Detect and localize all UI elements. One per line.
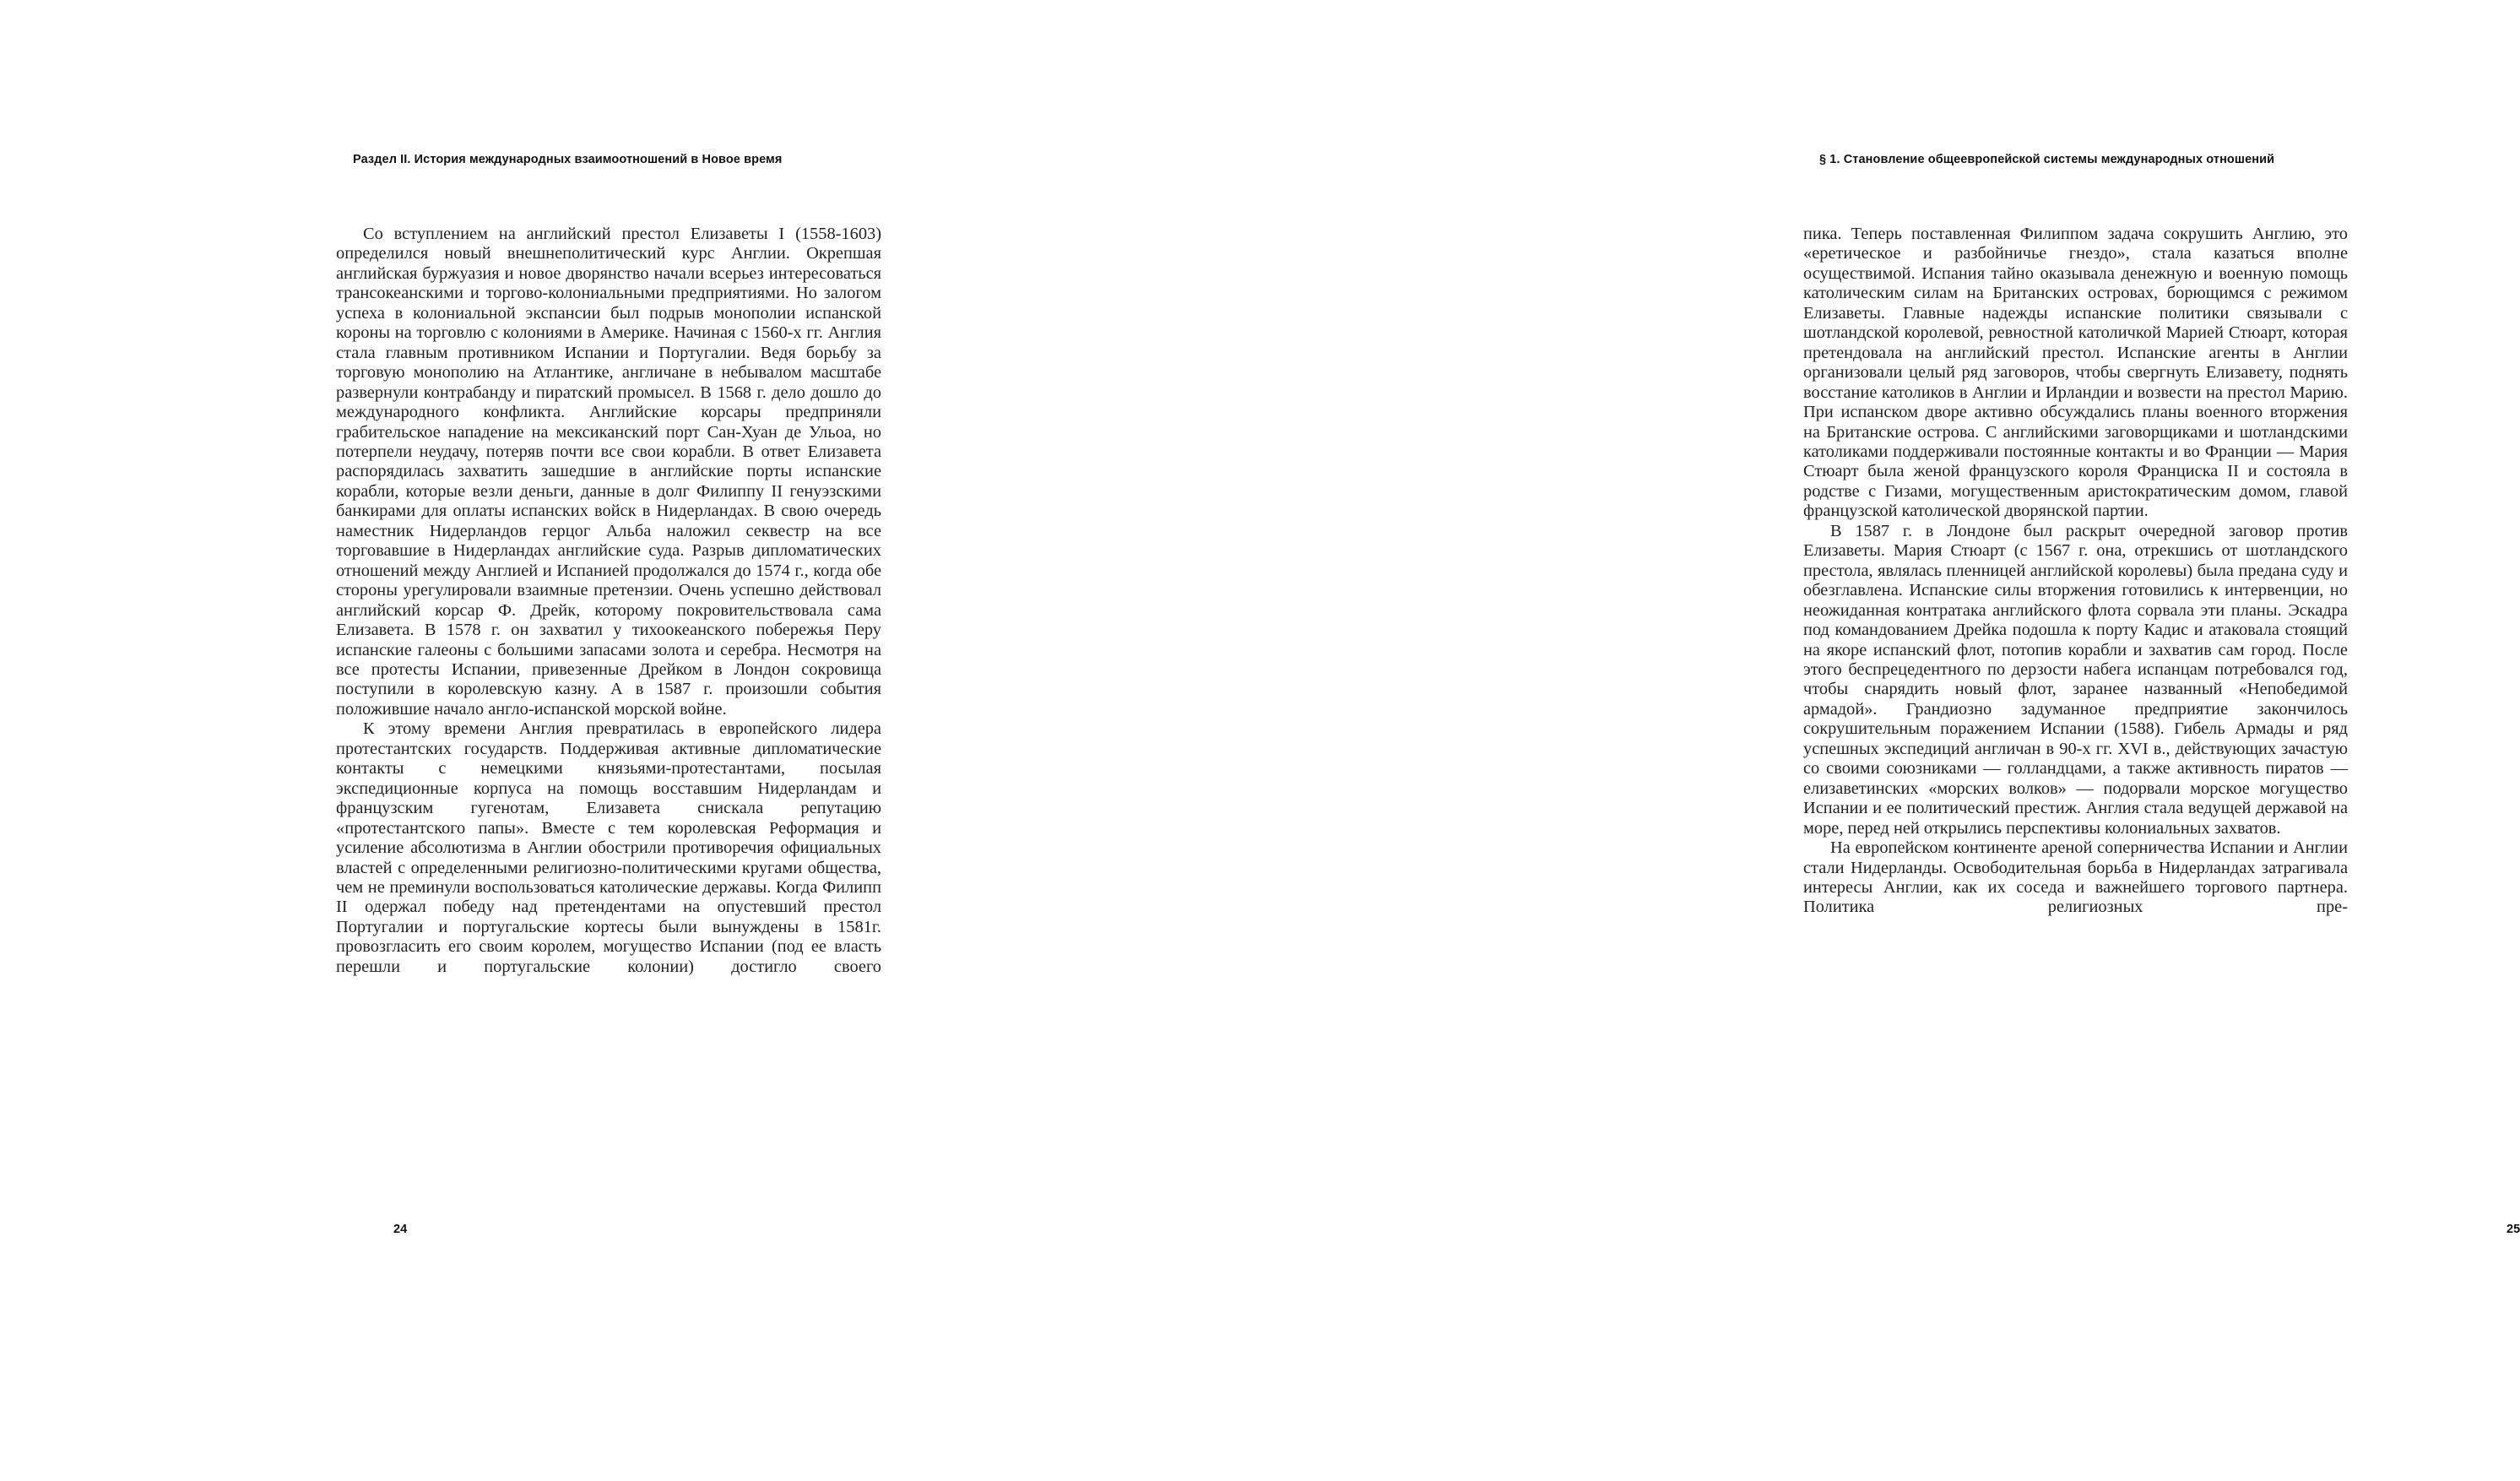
left-page-text bbox=[336, 225, 881, 977]
right-page bbox=[1047, 0, 2520, 1481]
paragraph: На европейском континенте ареной соперничества Испании и Англии стали Нидерланды. Освободительная борьба в Нидерландах затрагивала интересы Англии, как их соседа и важнейшего торгового партнера. Политика религиозных пре- bbox=[1803, 838, 2348, 917]
paragraph: Со вступлением на английский престол Елизаветы I (1558-1603) определился новый внешнеполитический курс Англии. Окрепшая английская буржуазия и новое дворянство начали всерьез интересоваться трансокеанскими и торгово-колониальными предприятиями. Но залогом успеха в колониальной экспансии был подрыв монополии испанской короны на торговлю с колониями в Америке. Начиная с 1560-х гг. Англия стала главным противником Испании и Португалии. Ведя борьбу за торговую монополию на Атлантике, англичане в небывалом масштабе развернули контрабанду и пиратский промысел. В 1568 г. дело дошло до международного конфликта. Английские корсары предприняли грабительское нападение на мексиканский порт Сан-Хуан де Ульоа, но потерпели неудачу, потеряв почти все свои корабли. В ответ Елизавета распорядилась захватить зашедшие в английские порты испанские корабли, которые везли деньги, данные в долг Филиппу II генуэзскими банкирами для оплаты испанских войск в Нидерландах. В свою очередь наместник Нидерландов герцог Альба наложил секвестр на все торговавшие в Нидерландах английские суда. Разрыв дипломатических отношений между Англией и Испанией продолжался до 1574 г., когда обе стороны урегулировали взаимные претензии. Очень успешно действовал английский корсар Ф. Дрейк, которому покровительствовала сама Елизавета. В 1578 г. он захватил у тихоокеанского побережья Перу испанские галеоны с большими запасами золота и серебра. Несмотря на все протесты Испании, привезенные Дрейком в Лондон сокровища поступили в королевскую казну. А в 1587 г. произошли события положившие начало англо-испанской морской войне. bbox=[336, 225, 881, 719]
running-head-right: § 1. Становление общеевропейской системы международных отношений bbox=[1819, 153, 2275, 166]
left-page bbox=[0, 0, 1047, 1481]
page-number-right: 25 bbox=[2506, 1223, 2520, 1236]
page-number-left: 24 bbox=[393, 1223, 408, 1236]
paragraph: В 1587 г. в Лондоне был раскрыт очередной заговор против Елизаветы. Мария Стюарт (с 1567 г. она, отрекшись от шотландского престола, являлась пленницей английской королевы) была предана суду и обезглавлена. Испанские силы вторжения готовились к интервенции, но неожиданная контратака английского флота сорвала эти планы. Эскадра под командованием Дрейка подошла к порту Кадис и атаковала стоящий на якоре испанский флот, потопив корабли и захватив сам город. После этого беспрецедентного по дерзости набега испанцам потребовался год, чтобы снарядить новый флот, заранее названный «Непобедимой армадой». Грандиозно задуманное предприятие закончилось сокрушительным поражением Испании (1588). Гибель Армады и ряд успешных экспедиций англичан в 90-х гг. XVI в., действующих зачастую со своими союзниками — голландцами, а также активность пиратов — елизаветинских «морских волков» — подорвали морское могущество Испании и ее политический престиж. Англия стала ведущей державой на море, перед ней открылись перспективы колониальных захватов. bbox=[1803, 521, 2348, 838]
right-page-text bbox=[1803, 225, 2348, 918]
running-head-left: Раздел II. История международных взаимоотношений в Новое время bbox=[353, 153, 783, 166]
paragraph: К этому времени Англия превратилась в европейского лидера протестантских государств. Поддерживая активные дипломатические контакты с немецкими князьями-протестантами, посылая экспедиционные корпуса на помощь восставшим Нидерландам и французским гугенотам, Елизавета снискала репутацию «протестантского папы». Вместе с тем королевская Реформация и усиление абсолютизма в Англии обострили противоречия официальных властей с определенными религиозно-политическими кругами общества, чем не преминули воспользоваться католические державы. Когда Филипп II одержал победу над претендентами на опустевший престол Португалии и португальские кортесы были вынуждены в 1581г. провозгласить его своим королем, могущество Испании (под ее власть перешли и португальские колонии) достигло своего bbox=[336, 719, 881, 976]
paragraph: пика. Теперь поставленная Филиппом задача сокрушить Англию, это «еретическое и разбойничье гнездо», стала казаться вполне осуществимой. Испания тайно оказывала денежную и военную помощь католическим силам на Британских островах, борющимся с режимом Елизаветы. Главные надежды испанские политики связывали с шотландской королевой, ревностной католичкой Марией Стюарт, которая претендовала на английский престол. Испанские агенты в Англии организовали целый ряд заговоров, чтобы свергнуть Елизавету, поднять восстание католиков в Англии и Ирландии и возвести на престол Марию. При испанском дворе активно обсуждались планы военного вторжения на Британские острова. С английскими заговорщиками и шотландскими католиками поддерживали постоянные контакты и во Франции — Мария Стюарт была женой французского короля Франциска II и состояла в родстве с Гизами, могущественным аристократическим домом, главой французской католической дворянской партии. bbox=[1803, 225, 2348, 521]
